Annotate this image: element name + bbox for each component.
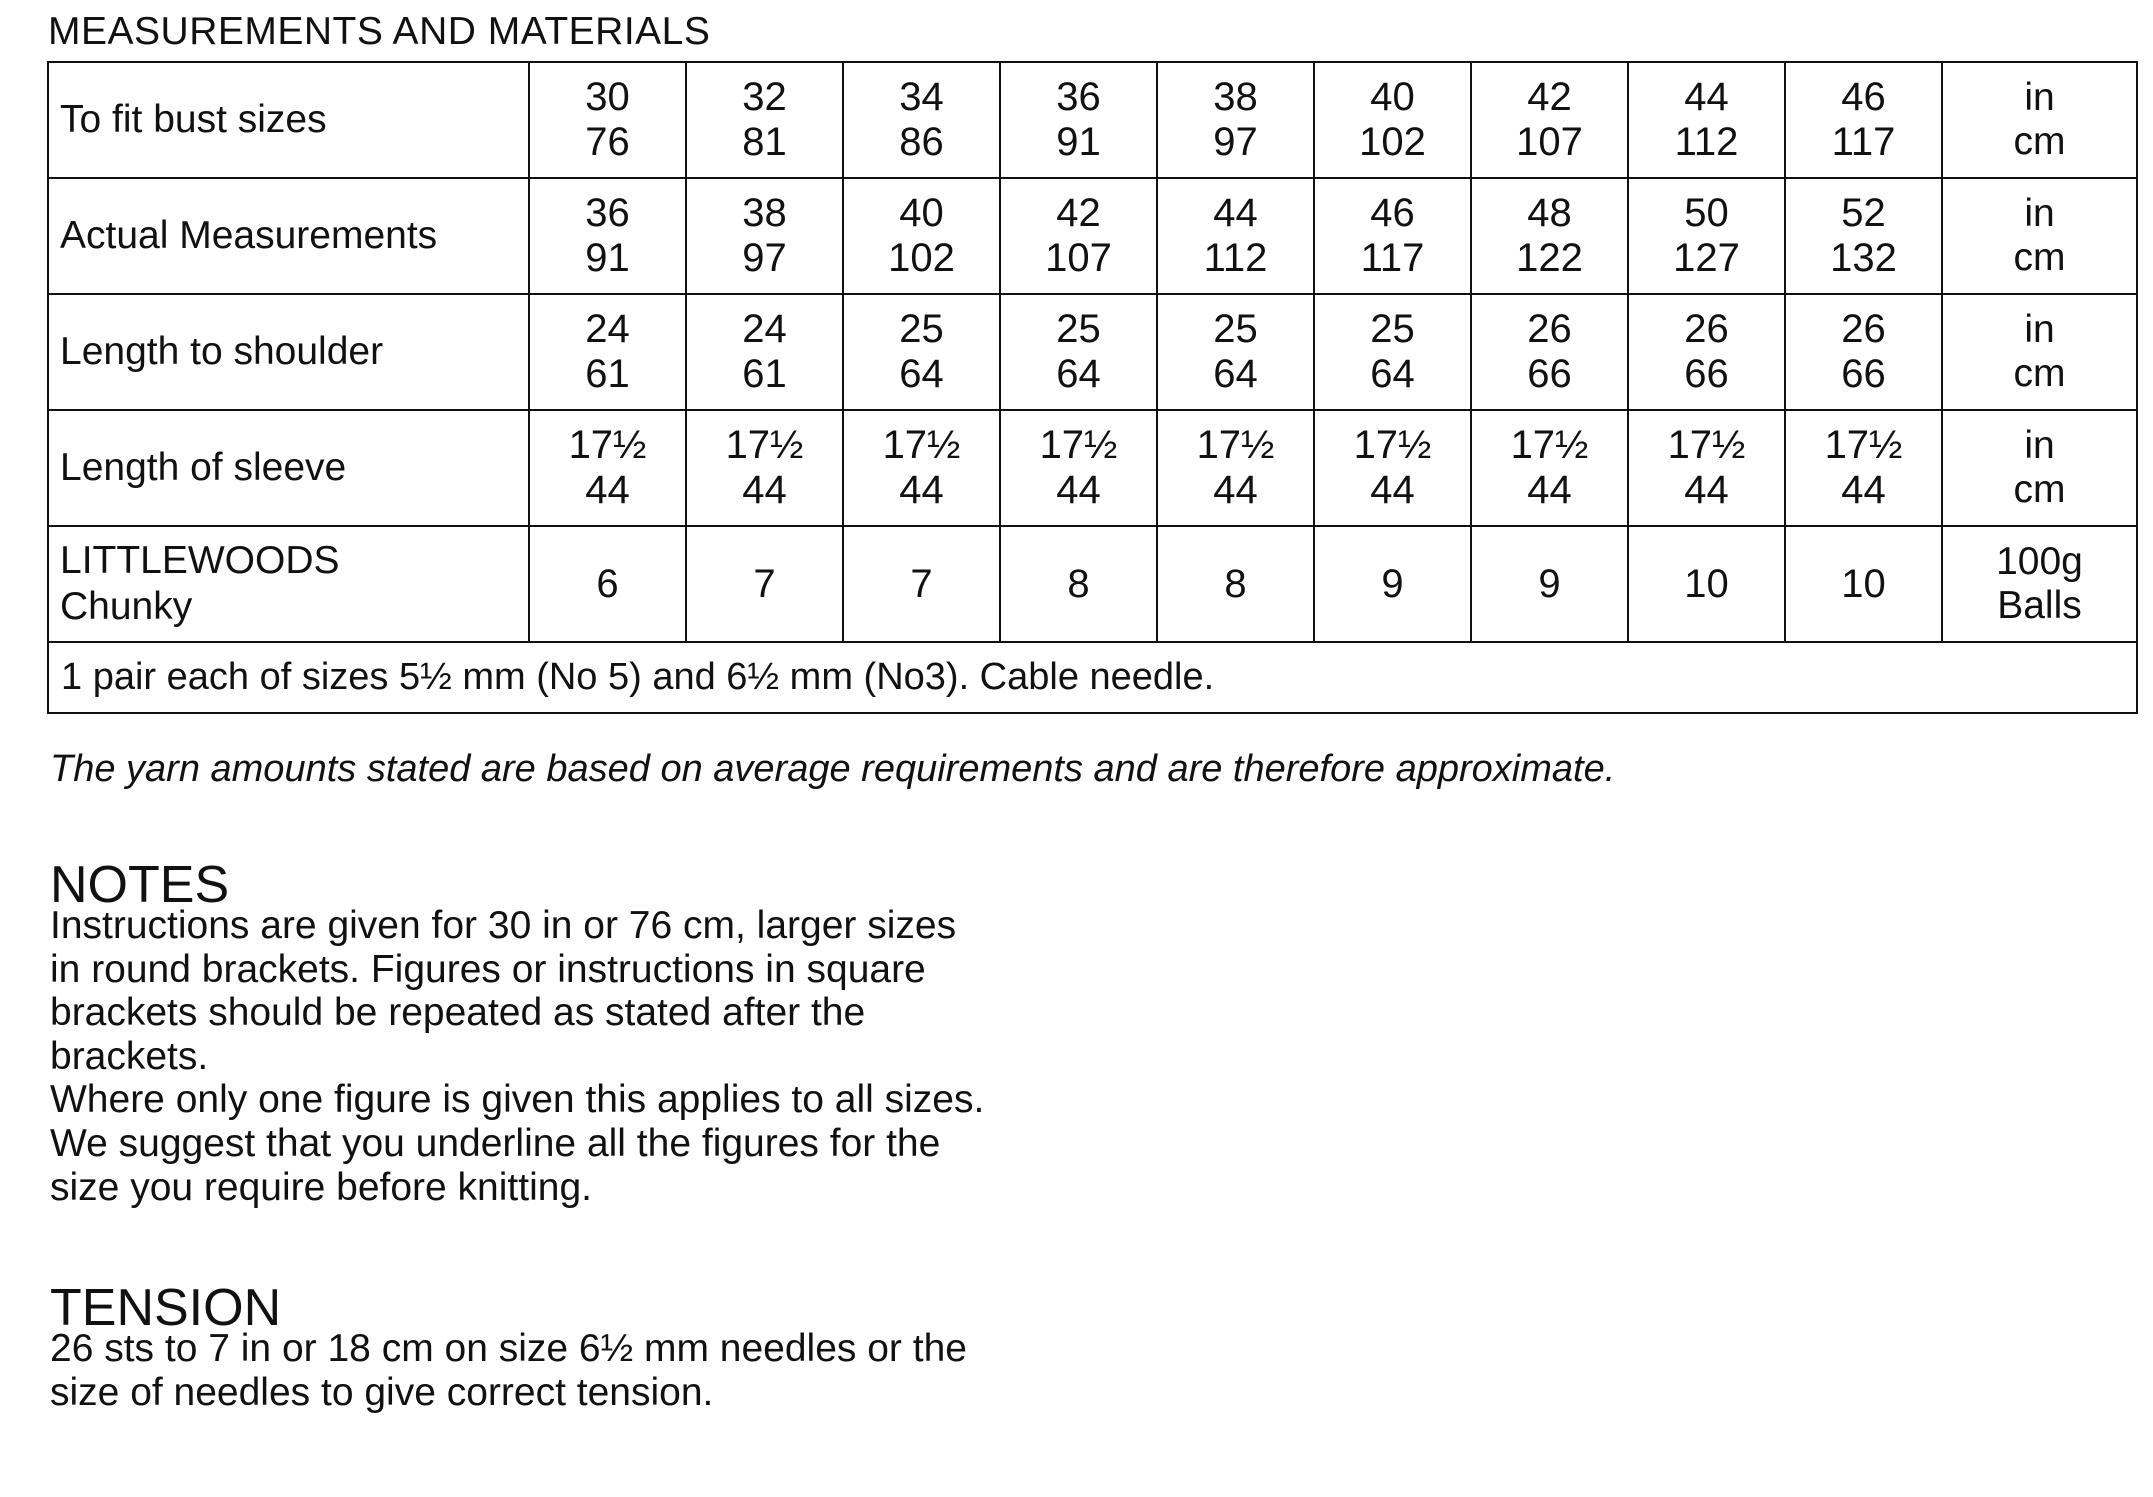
unit-label: Balls — [1997, 584, 2082, 627]
size-cell — [1314, 294, 1471, 410]
table-row — [48, 294, 2137, 410]
unit-label: in — [2024, 307, 2055, 351]
value-primary: 25 — [1056, 307, 1101, 352]
notes-body — [50, 904, 1090, 1209]
unit-label: cm — [2013, 468, 2066, 511]
unit-cell — [1942, 62, 2137, 178]
value-primary: 7 — [910, 561, 933, 606]
tension-line: 26 sts to 7 in or 18 cm on size 6½ mm needles or the — [50, 1327, 967, 1370]
size-cell — [686, 178, 843, 294]
size-cell — [1628, 62, 1785, 178]
size-cell — [1785, 62, 1942, 178]
value-secondary: 64 — [1370, 352, 1415, 396]
size-cell — [1000, 526, 1157, 642]
size-cell — [843, 410, 1000, 526]
value-secondary: 107 — [1516, 120, 1583, 164]
size-cell — [686, 294, 843, 410]
value-primary: 17½ — [1353, 423, 1432, 468]
value-secondary: 112 — [1203, 236, 1268, 280]
size-cell — [1000, 62, 1157, 178]
value-primary: 25 — [899, 307, 944, 352]
size-cell — [1471, 62, 1628, 178]
notes-line: size you require before knitting. — [50, 1165, 592, 1209]
unit-label: in — [2024, 75, 2055, 119]
value-secondary: 66 — [1527, 352, 1572, 396]
unit-cell — [1942, 410, 2137, 526]
size-cell — [1157, 178, 1314, 294]
value-primary: 30 — [585, 75, 630, 120]
size-cell — [529, 294, 686, 410]
value-secondary: 44 — [742, 468, 787, 512]
value-primary: 44 — [1684, 75, 1729, 120]
value-primary: 46 — [1841, 75, 1886, 120]
size-cell — [1157, 294, 1314, 410]
value-secondary: 112 — [1674, 120, 1739, 164]
size-cell — [529, 410, 686, 526]
measurements-table — [47, 61, 2138, 714]
size-cell — [686, 526, 843, 642]
value-secondary: 122 — [1516, 236, 1583, 280]
value-primary: 44 — [1213, 191, 1258, 236]
value-primary: 42 — [1056, 191, 1101, 236]
size-cell — [1785, 294, 1942, 410]
size-cell — [686, 62, 843, 178]
value-secondary: 102 — [888, 236, 955, 280]
value-primary: 17½ — [568, 423, 647, 468]
size-cell — [843, 294, 1000, 410]
value-primary: 17½ — [882, 423, 961, 468]
size-cell — [529, 178, 686, 294]
value-primary: 10 — [1841, 561, 1886, 606]
value-primary: 40 — [899, 191, 944, 236]
notes-line: brackets should be repeated as stated after the — [50, 991, 866, 1035]
value-primary: 32 — [742, 75, 787, 120]
value-primary: 8 — [1224, 561, 1247, 606]
value-primary: 26 — [1684, 307, 1729, 352]
value-secondary: 127 — [1673, 236, 1740, 280]
value-primary: 17½ — [1824, 423, 1903, 468]
size-cell — [1000, 294, 1157, 410]
value-primary: 7 — [753, 561, 776, 606]
size-cell — [1628, 526, 1785, 642]
value-secondary: 44 — [1527, 468, 1572, 512]
row-label — [48, 410, 529, 526]
yarn-amount-note: The yarn amounts stated are based on average requirements and are therefore approximate. — [50, 748, 1616, 790]
size-cell — [1314, 178, 1471, 294]
unit-cell — [1942, 294, 2137, 410]
value-primary: 42 — [1527, 75, 1572, 120]
value-primary: 17½ — [725, 423, 804, 468]
value-secondary: 44 — [585, 468, 630, 512]
row-label-line: LITTLEWOODS — [60, 538, 340, 582]
row-label-line: Length of sleeve — [60, 445, 347, 489]
size-cell — [1785, 410, 1942, 526]
value-secondary: 117 — [1360, 236, 1425, 280]
notes-line: Instructions are given for 30 in or 76 cm, larger sizes — [50, 904, 957, 947]
value-primary: 17½ — [1510, 423, 1589, 468]
value-primary: 46 — [1370, 191, 1415, 236]
value-primary: 36 — [585, 191, 630, 236]
value-primary: 25 — [1213, 307, 1258, 352]
row-label — [48, 62, 529, 178]
size-cell — [1628, 294, 1785, 410]
notes-line: We suggest that you underline all the figures for the — [50, 1121, 941, 1165]
value-secondary: 107 — [1045, 236, 1112, 280]
value-secondary: 97 — [1213, 120, 1258, 164]
value-secondary: 81 — [742, 120, 787, 164]
size-cell — [1785, 178, 1942, 294]
page-heading: MEASUREMENTS AND MATERIALS — [48, 10, 711, 53]
value-primary: 17½ — [1039, 423, 1118, 468]
notes-title: NOTES — [50, 856, 230, 914]
size-cell — [1314, 526, 1471, 642]
value-secondary: 117 — [1831, 120, 1896, 164]
size-cell — [1628, 178, 1785, 294]
value-secondary: 102 — [1359, 120, 1426, 164]
value-primary: 17½ — [1196, 423, 1275, 468]
notes-line: brackets. — [50, 1034, 209, 1078]
size-cell — [843, 526, 1000, 642]
size-cell — [1785, 526, 1942, 642]
value-primary: 38 — [742, 191, 787, 236]
needles-row — [48, 642, 2137, 713]
value-primary: 10 — [1684, 561, 1729, 606]
value-secondary: 44 — [1841, 468, 1886, 512]
value-primary: 8 — [1067, 561, 1090, 606]
value-secondary: 66 — [1841, 352, 1886, 396]
size-cell — [1157, 62, 1314, 178]
row-label-line: Length to shoulder — [60, 329, 384, 373]
value-secondary: 61 — [585, 352, 630, 396]
value-secondary: 64 — [899, 352, 944, 396]
notes-line: in round brackets. Figures or instructions in square — [50, 947, 926, 991]
size-cell — [1471, 178, 1628, 294]
value-primary: 24 — [585, 307, 630, 352]
value-primary: 17½ — [1667, 423, 1746, 468]
value-secondary: 86 — [899, 120, 944, 164]
size-cell — [529, 62, 686, 178]
value-primary: 36 — [1056, 75, 1101, 120]
unit-cell — [1942, 178, 2137, 294]
row-label — [48, 526, 529, 642]
unit-label: cm — [2013, 352, 2066, 395]
row-label — [48, 294, 529, 410]
notes-line: Where only one figure is given this applies to all sizes. — [50, 1078, 985, 1122]
size-cell — [1157, 526, 1314, 642]
value-secondary: 44 — [899, 468, 944, 512]
value-secondary: 44 — [1213, 468, 1258, 512]
row-label-line: Actual Measurements — [60, 213, 438, 257]
size-cell — [1314, 62, 1471, 178]
tension-line: size of needles to give correct tension. — [50, 1370, 714, 1414]
table-body — [48, 62, 2137, 713]
value-secondary: 91 — [1056, 120, 1101, 164]
row-label-line: Chunky — [60, 585, 193, 628]
size-cell — [1000, 410, 1157, 526]
value-secondary: 44 — [1370, 468, 1415, 512]
value-secondary: 44 — [1684, 468, 1729, 512]
row-label — [48, 178, 529, 294]
value-primary: 26 — [1527, 307, 1572, 352]
size-cell — [1314, 410, 1471, 526]
value-secondary: 132 — [1830, 236, 1897, 280]
table-row — [48, 526, 2137, 642]
value-primary: 40 — [1370, 75, 1415, 120]
needles-text: 1 pair each of sizes 5½ mm (No 5) and 6½ mm (No3). Cable needle. — [48, 642, 2137, 713]
row-label-line: To fit bust sizes — [60, 97, 327, 141]
unit-label: in — [2024, 423, 2055, 467]
unit-label: cm — [2013, 120, 2066, 163]
size-cell — [1471, 294, 1628, 410]
table-row — [48, 62, 2137, 178]
value-secondary: 91 — [585, 236, 630, 280]
size-cell — [1157, 410, 1314, 526]
value-primary: 26 — [1841, 307, 1886, 352]
unit-label: in — [2024, 191, 2055, 235]
value-secondary: 66 — [1684, 352, 1729, 396]
size-cell — [1628, 410, 1785, 526]
value-primary: 38 — [1213, 75, 1258, 120]
table-row — [48, 178, 2137, 294]
size-cell — [1471, 526, 1628, 642]
value-primary: 25 — [1370, 307, 1415, 352]
value-primary: 6 — [596, 561, 619, 606]
unit-cell — [1942, 526, 2137, 642]
size-cell — [843, 178, 1000, 294]
size-cell — [1471, 410, 1628, 526]
size-cell — [1000, 178, 1157, 294]
value-primary: 52 — [1841, 191, 1886, 236]
value-secondary: 76 — [585, 120, 630, 164]
table-row — [48, 410, 2137, 526]
value-primary: 48 — [1527, 191, 1572, 236]
value-primary: 9 — [1381, 561, 1404, 606]
size-cell — [843, 62, 1000, 178]
value-primary: 50 — [1684, 191, 1729, 236]
value-secondary: 64 — [1213, 352, 1258, 396]
value-primary: 34 — [899, 75, 944, 120]
tension-body — [50, 1327, 1090, 1414]
size-cell — [686, 410, 843, 526]
value-primary: 24 — [742, 307, 787, 352]
size-cell — [529, 526, 686, 642]
unit-label: cm — [2013, 236, 2066, 279]
unit-label: 100g — [1996, 539, 2083, 583]
value-secondary: 44 — [1056, 468, 1101, 512]
value-secondary: 64 — [1056, 352, 1101, 396]
value-secondary: 61 — [742, 352, 787, 396]
value-primary: 9 — [1538, 561, 1561, 606]
tension-title: TENSION — [50, 1279, 282, 1337]
value-secondary: 97 — [742, 236, 787, 280]
